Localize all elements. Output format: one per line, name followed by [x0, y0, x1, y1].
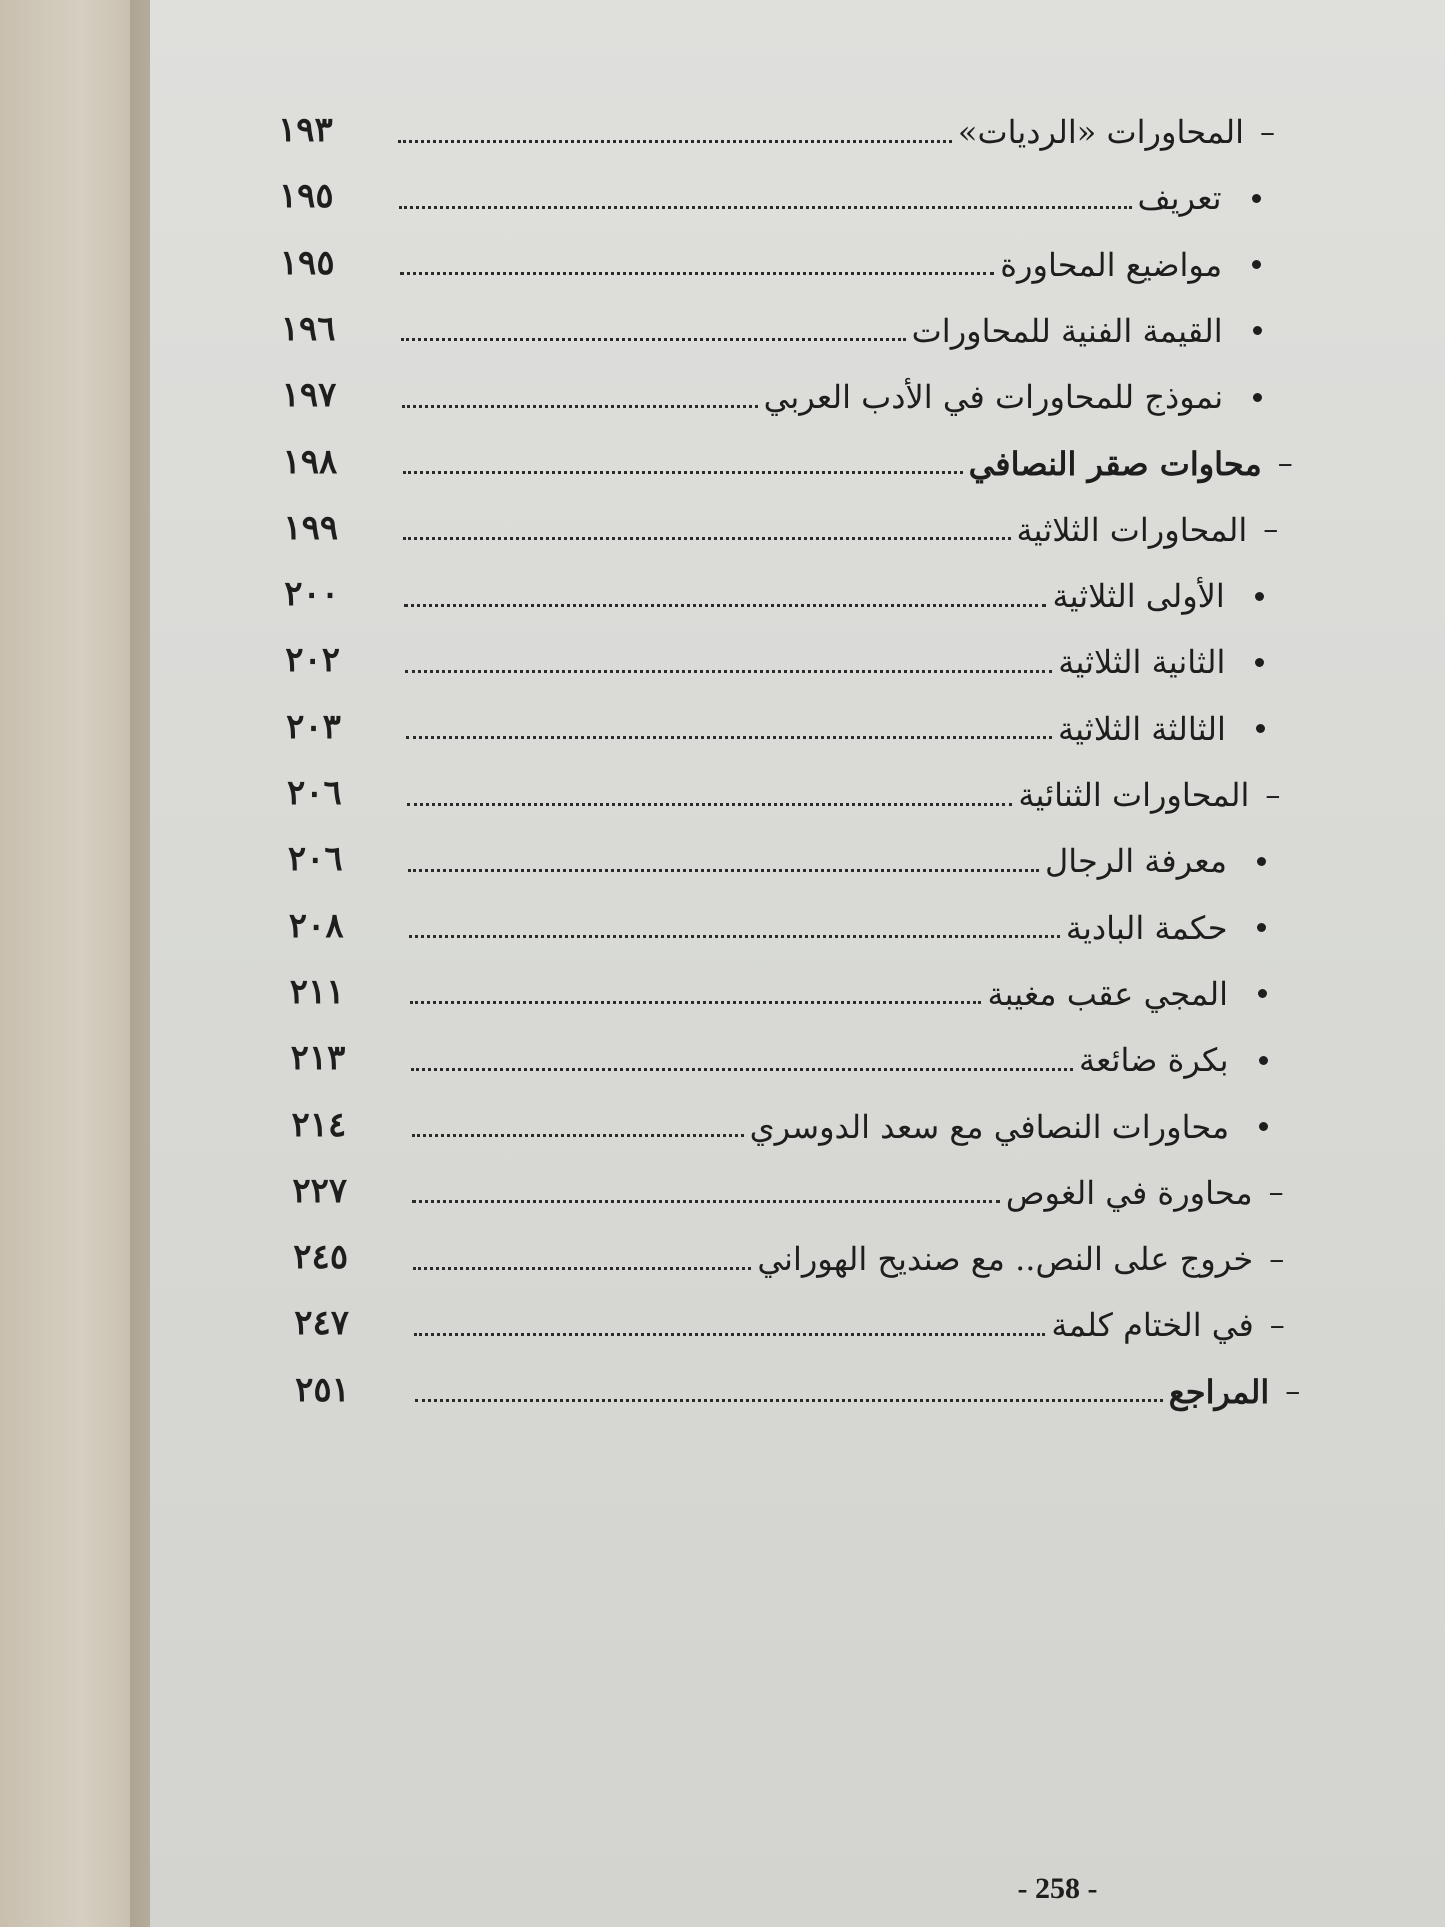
dot-leader — [409, 935, 1060, 938]
toc-entry — [399, 170, 1261, 226]
dot-leader — [402, 405, 758, 408]
bullet-icon — [1257, 923, 1266, 932]
bullet-icon — [1256, 724, 1265, 733]
dot-leader — [411, 1068, 1073, 1071]
toc-entry-title: الأولى الثلاثية — [1052, 577, 1225, 616]
toc-entry-page: ٢٢٧ — [292, 1170, 348, 1211]
toc-entry-title: معرفة الرجال — [1045, 842, 1227, 881]
toc-entry — [407, 767, 1280, 823]
toc-entry-title: محاوات صقر النصافي — [968, 444, 1262, 483]
toc-entry-title: الثانية الثلاثية — [1058, 643, 1226, 682]
dash-marker: – — [1265, 777, 1281, 813]
bullet-icon — [1255, 658, 1264, 667]
toc-entry-page: ٢٤٥ — [293, 1237, 349, 1278]
dot-leader — [415, 1399, 1163, 1402]
toc-entry-title: مواضيع المحاورة — [1000, 245, 1223, 284]
toc-entry-page: ١٩٦ — [280, 308, 336, 349]
toc-entry-page: ٢٠٣ — [286, 706, 341, 747]
toc-entry-title: المحاورات «الرديات» — [957, 113, 1244, 151]
bullet-icon — [1258, 989, 1267, 998]
toc-entry-title: المراجع — [1168, 1372, 1270, 1411]
dot-leader — [408, 869, 1039, 872]
bullet-icon — [1259, 1122, 1268, 1131]
toc-entry-title: خروج على النص.. مع صنديح الهوراني — [757, 1240, 1254, 1279]
toc-entry-title: الثالثة الثلاثية — [1057, 709, 1226, 748]
toc-entry-page: ١٩٧ — [281, 375, 337, 416]
toc-entry — [414, 1297, 1285, 1353]
toc-entry-page: ٢٥١ — [295, 1369, 350, 1410]
dot-leader — [400, 272, 994, 275]
toc-entry — [408, 833, 1266, 889]
book-page — [150, 0, 1445, 1927]
bullet-icon — [1252, 194, 1261, 203]
bullet-icon — [1252, 260, 1261, 269]
toc-entry — [406, 701, 1265, 757]
toc-entry — [412, 1099, 1269, 1155]
toc-entry-title: في الختام كلمة — [1051, 1306, 1254, 1345]
bullet-icon — [1255, 592, 1264, 601]
toc-entry-page: ٢١٤ — [291, 1104, 347, 1145]
dot-leader — [410, 1001, 982, 1004]
toc-entry-page: ٢١١ — [289, 971, 345, 1012]
dash-marker: – — [1260, 114, 1275, 150]
bullet-icon — [1259, 1056, 1268, 1065]
dot-leader — [412, 1134, 744, 1137]
toc-entry-title: بكرة ضائعة — [1078, 1041, 1229, 1080]
dot-leader — [401, 338, 906, 341]
dash-marker: – — [1277, 446, 1293, 481]
dash-marker: – — [1269, 1241, 1285, 1277]
toc-entry-page: ٢٠٠ — [284, 574, 340, 615]
toc-entry-title: القيمة الفنية للمحاورات — [911, 311, 1223, 350]
toc-entry — [404, 568, 1263, 624]
toc-entry — [411, 1032, 1268, 1088]
toc-entry-page: ١٩٥ — [278, 176, 334, 217]
toc-entry — [410, 966, 1267, 1022]
page-number: - 258 - — [1017, 1872, 1098, 1905]
dash-marker: – — [1269, 1307, 1285, 1343]
bullet-icon — [1257, 857, 1266, 866]
facing-page-edge — [0, 0, 150, 1927]
toc-entry — [403, 502, 1278, 558]
bullet-icon — [1253, 326, 1262, 335]
dot-leader — [398, 140, 952, 143]
toc-entry — [415, 1364, 1300, 1420]
toc-entry-title: محاورات النصافي مع سعد الدوسري — [749, 1107, 1230, 1146]
toc-entry-title: المحاورات الثنائية — [1018, 776, 1250, 814]
dot-leader — [404, 604, 1046, 607]
dot-leader — [407, 803, 1012, 806]
toc-entry-page: ١٩٥ — [279, 242, 335, 283]
toc-entry-page: ٢٠٦ — [287, 773, 342, 813]
page-footer — [150, 1872, 1445, 1906]
toc-entry — [403, 436, 1293, 492]
dot-leader — [406, 736, 1052, 739]
toc-entry — [412, 1165, 1283, 1221]
toc-entry — [413, 1231, 1284, 1287]
toc-entry-title: المجي عقب مغيبة — [987, 974, 1229, 1013]
dot-leader — [405, 670, 1052, 673]
toc-entry-page: ٢١٣ — [290, 1038, 346, 1079]
toc-entry-title: حكمة البادية — [1065, 908, 1228, 947]
dash-marker: – — [1285, 1374, 1301, 1410]
toc-entry — [409, 900, 1267, 956]
toc-entry — [400, 237, 1261, 293]
dash-marker: – — [1268, 1175, 1284, 1211]
dot-leader — [403, 537, 1010, 540]
toc-entry-page: ٢٤٧ — [294, 1303, 349, 1344]
toc-entry — [402, 369, 1263, 425]
toc-entry-title: تعريف — [1137, 179, 1222, 218]
table-of-contents — [150, 0, 1445, 1927]
toc-entry-page: ٢٠٢ — [285, 640, 340, 681]
toc-entry — [398, 104, 1275, 160]
toc-entry-title: محاورة في الغوص — [1005, 1173, 1253, 1212]
dash-marker: – — [1263, 512, 1279, 548]
toc-entry-page: ١٩٣ — [278, 110, 333, 150]
dot-leader — [414, 1333, 1045, 1336]
toc-entry-page: ١٩٨ — [282, 441, 338, 482]
toc-entry-title: المحاورات الثلاثية — [1016, 510, 1248, 549]
toc-entry — [401, 303, 1262, 359]
dot-leader — [412, 1200, 999, 1203]
toc-entry — [405, 634, 1264, 690]
toc-entry-page: ١٩٩ — [283, 507, 339, 548]
dot-leader — [399, 206, 1132, 209]
dot-leader — [413, 1267, 751, 1270]
toc-entry-page: ٢٠٦ — [287, 839, 343, 880]
bullet-icon — [1253, 393, 1262, 402]
toc-entry-page: ٢٠٨ — [288, 905, 344, 946]
dot-leader — [403, 471, 963, 474]
toc-entry-title: نموذج للمحاورات في الأدب العربي — [763, 378, 1224, 417]
